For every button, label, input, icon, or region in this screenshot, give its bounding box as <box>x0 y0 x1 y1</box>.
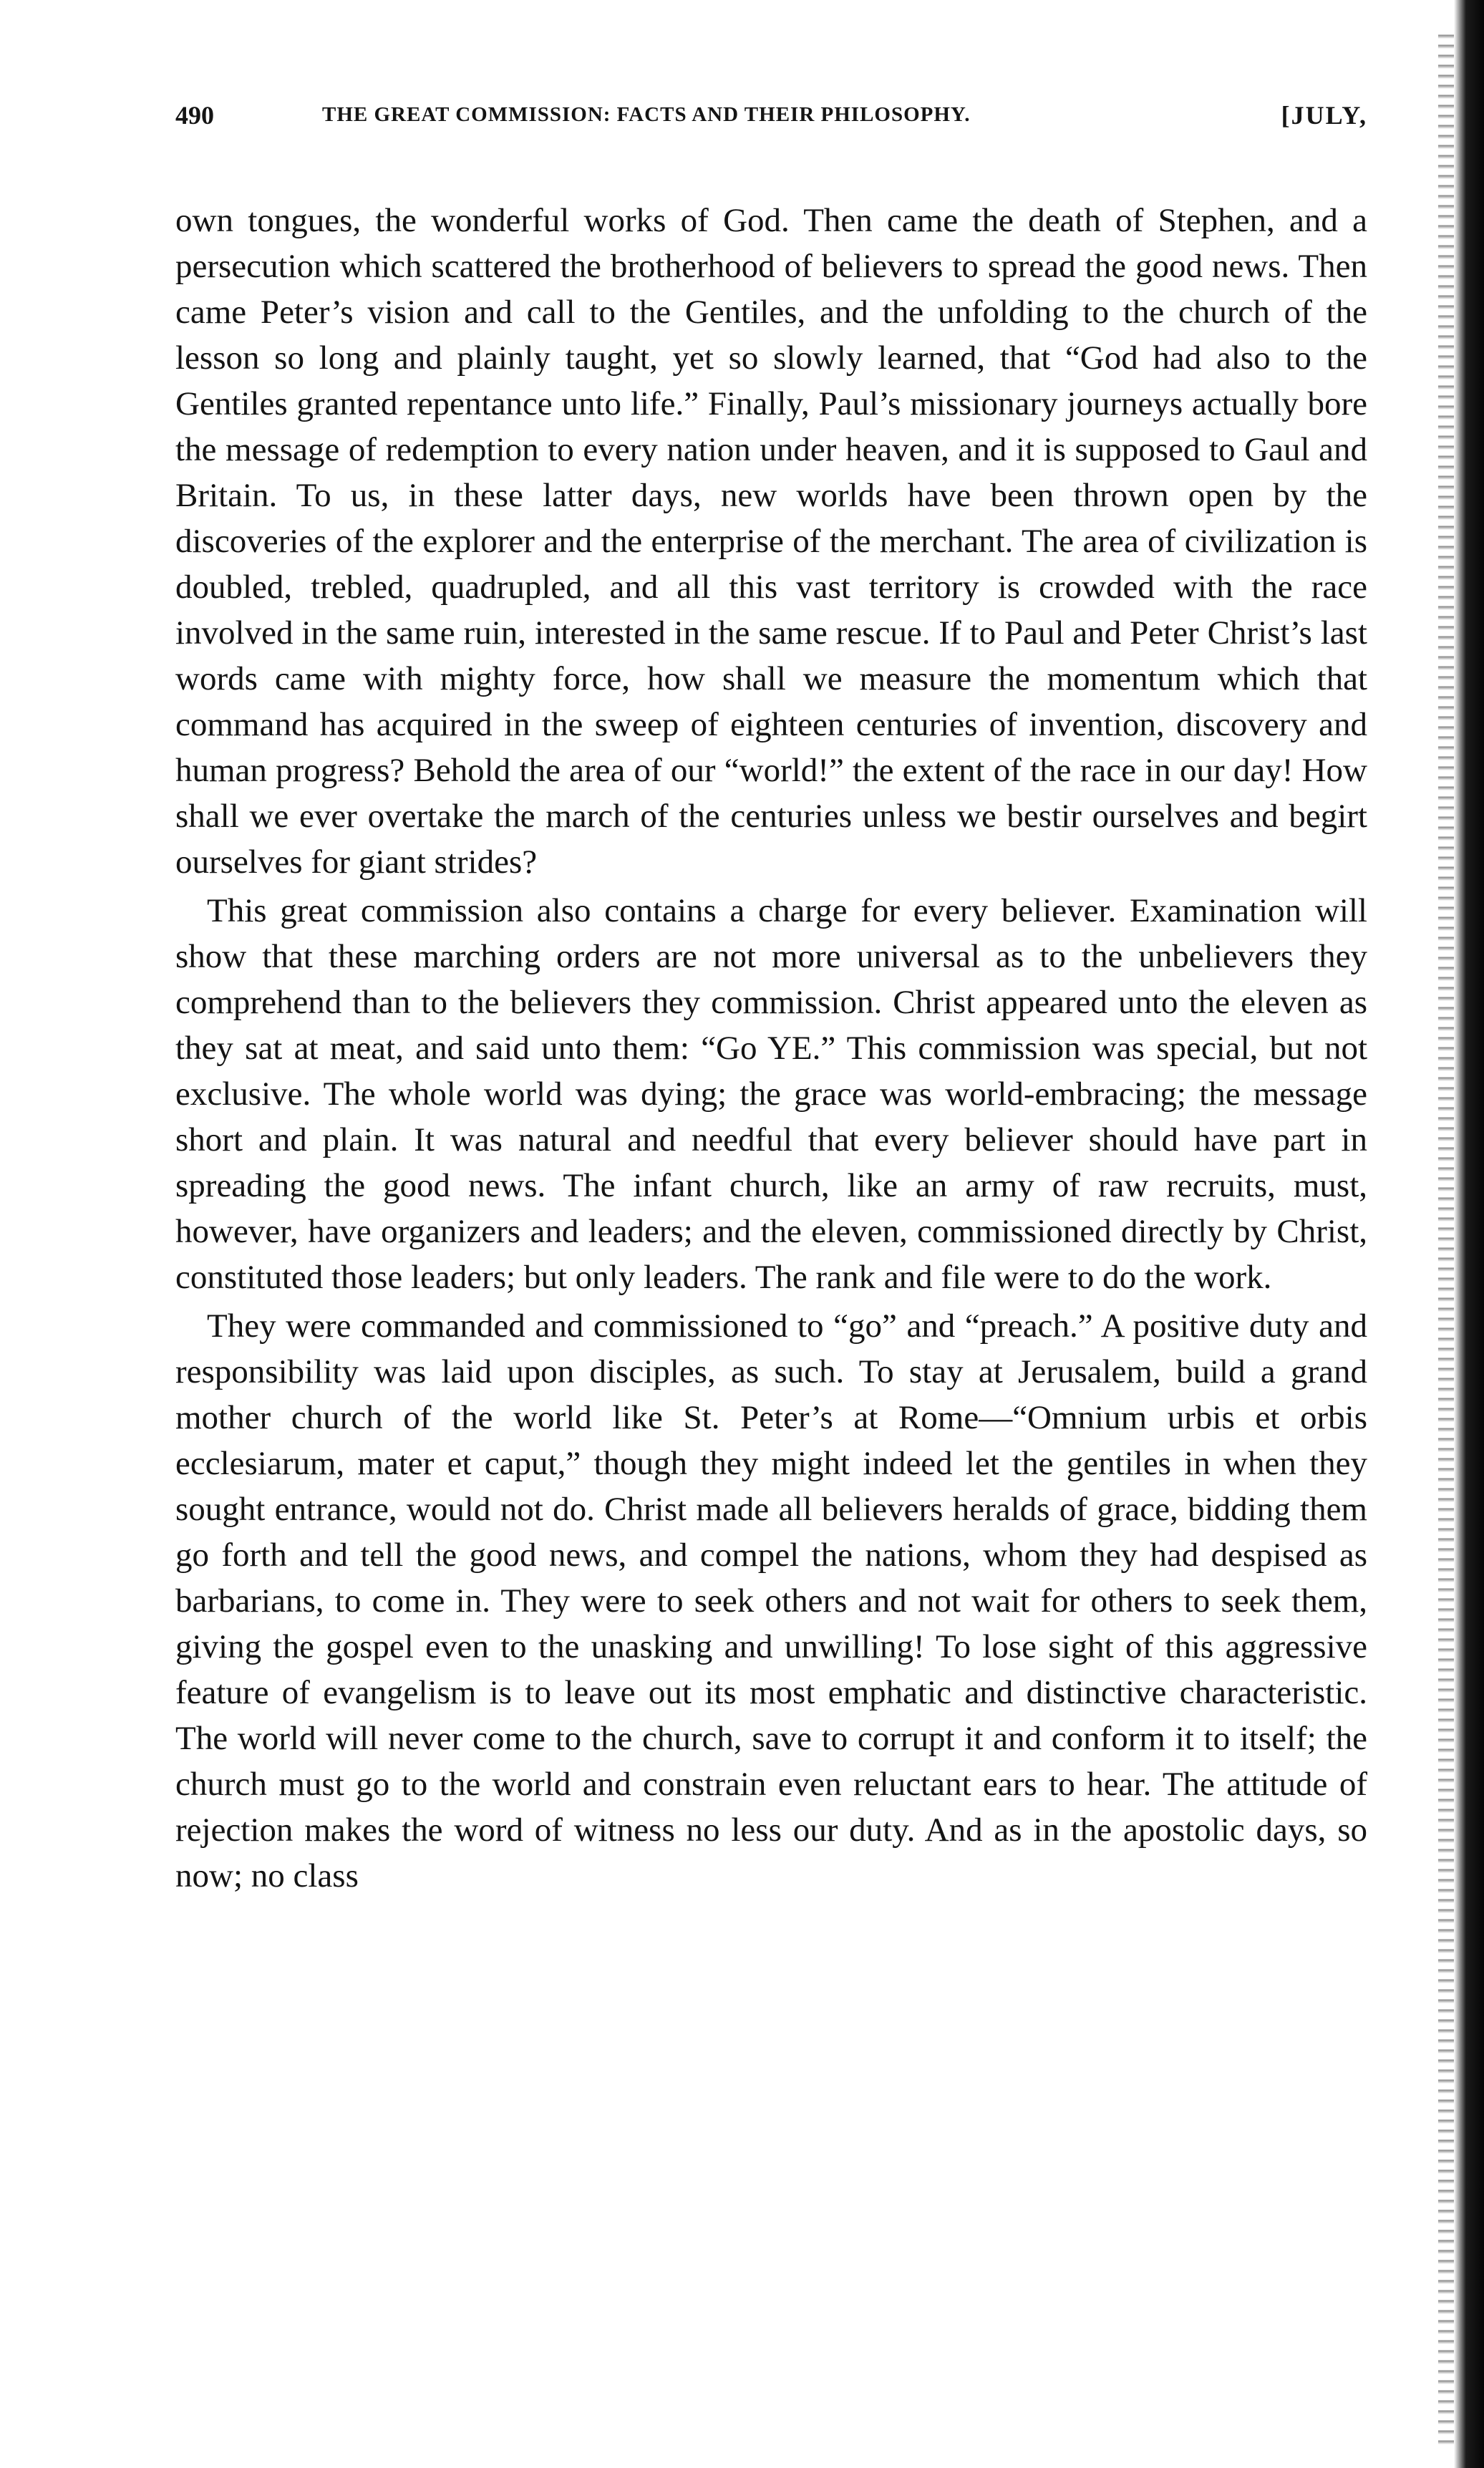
scan-edge-shadow <box>1454 0 1484 2468</box>
running-head <box>175 92 1367 142</box>
running-title: THE GREAT COMMISSION: FACTS AND THEIR PHILOSOPHY. <box>322 103 971 126</box>
paragraph-1: own tongues, the wonderful works of God. Then came the death of Stephen, and a persecution which scattered the brotherhood of believers to spread the good news. Then came Peter’s vision and call to the Gentiles, and the unfolding to the church of the lesson so long and plainly taught, yet so slowly learned, that “God had also to the Gentiles granted repentance unto life.” Finally, Paul’s missionary journeys actually bore the message of redemption to every nation under heaven, and it is supposed to Gaul and Britain. To us, in these latter days, new worlds have been thrown open by the discoveries of the explorer and the enterprise of the merchant. The area of civilization is doubled, trebled, quadrupled, and all this vast territory is crowded with the race involved in the same ruin, interested in the same rescue. If to Paul and Peter Christ’s last words came with mighty force, how shall we measure the momentum which that command has acquired in the sweep of eighteen centuries of invention, discovery and human progress? Behold the area of our “world!” the extent of the race in our day! How shall we ever overtake the march of the centuries unless we bestir ourselves and begirt ourselves for giant strides? <box>175 202 1367 881</box>
running-month: [JULY, <box>1281 101 1367 130</box>
paragraph-3: They were commanded and commissioned to “go” and “preach.” A positive duty and responsibility was laid upon disciples, as such. To stay at Jerusalem, build a grand mother church of the world like St. Peter’s at Rome—“Omnium urbis et orbis ecclesiarum, mater et caput,” though they might indeed let the gentiles in when they sought entrance, would not do. Christ made all believers heralds of grace, bidding them go forth and tell the good news, and compel the nations, whom they had despised as barbarians, to come in. They were to seek others and not wait for others to seek them, giving the gospel even to the unasking and unwilling! To lose sight of this aggressive feature of evangelism is to leave out its most emphatic and distinctive characteristic. The world will never come to the church, save to corrupt it and conform it to itself; the church must go to the world and constrain even reluctant ears to hear. The attitude of rejection makes the word of witness no less our duty. And as in the apostolic days, so now; no class <box>175 1307 1367 1894</box>
body-text <box>175 198 1367 1899</box>
page-number: 490 <box>175 101 214 130</box>
paragraph-2: This great commission also contains a charge for every believer. Examination will show that these marching orders are not more universal as to the unbelievers they comprehend than to the believers they commission. Christ appeared unto the eleven as they sat at meat, and said unto them: “Go YE.” This commission was special, but not exclusive. The whole world was dying; the grace was world-embracing; the message short and plain. It was natural and needful that every believer should have part in spreading the good news. The infant church, like an army of raw recruits, must, however, have organizers and leaders; and the eleven, commissioned directly by Christ, constituted those leaders; but only leaders. The rank and file were to do the work. <box>175 892 1367 1296</box>
book-page <box>175 92 1367 2419</box>
scan-edge-strip <box>1438 29 1454 2449</box>
